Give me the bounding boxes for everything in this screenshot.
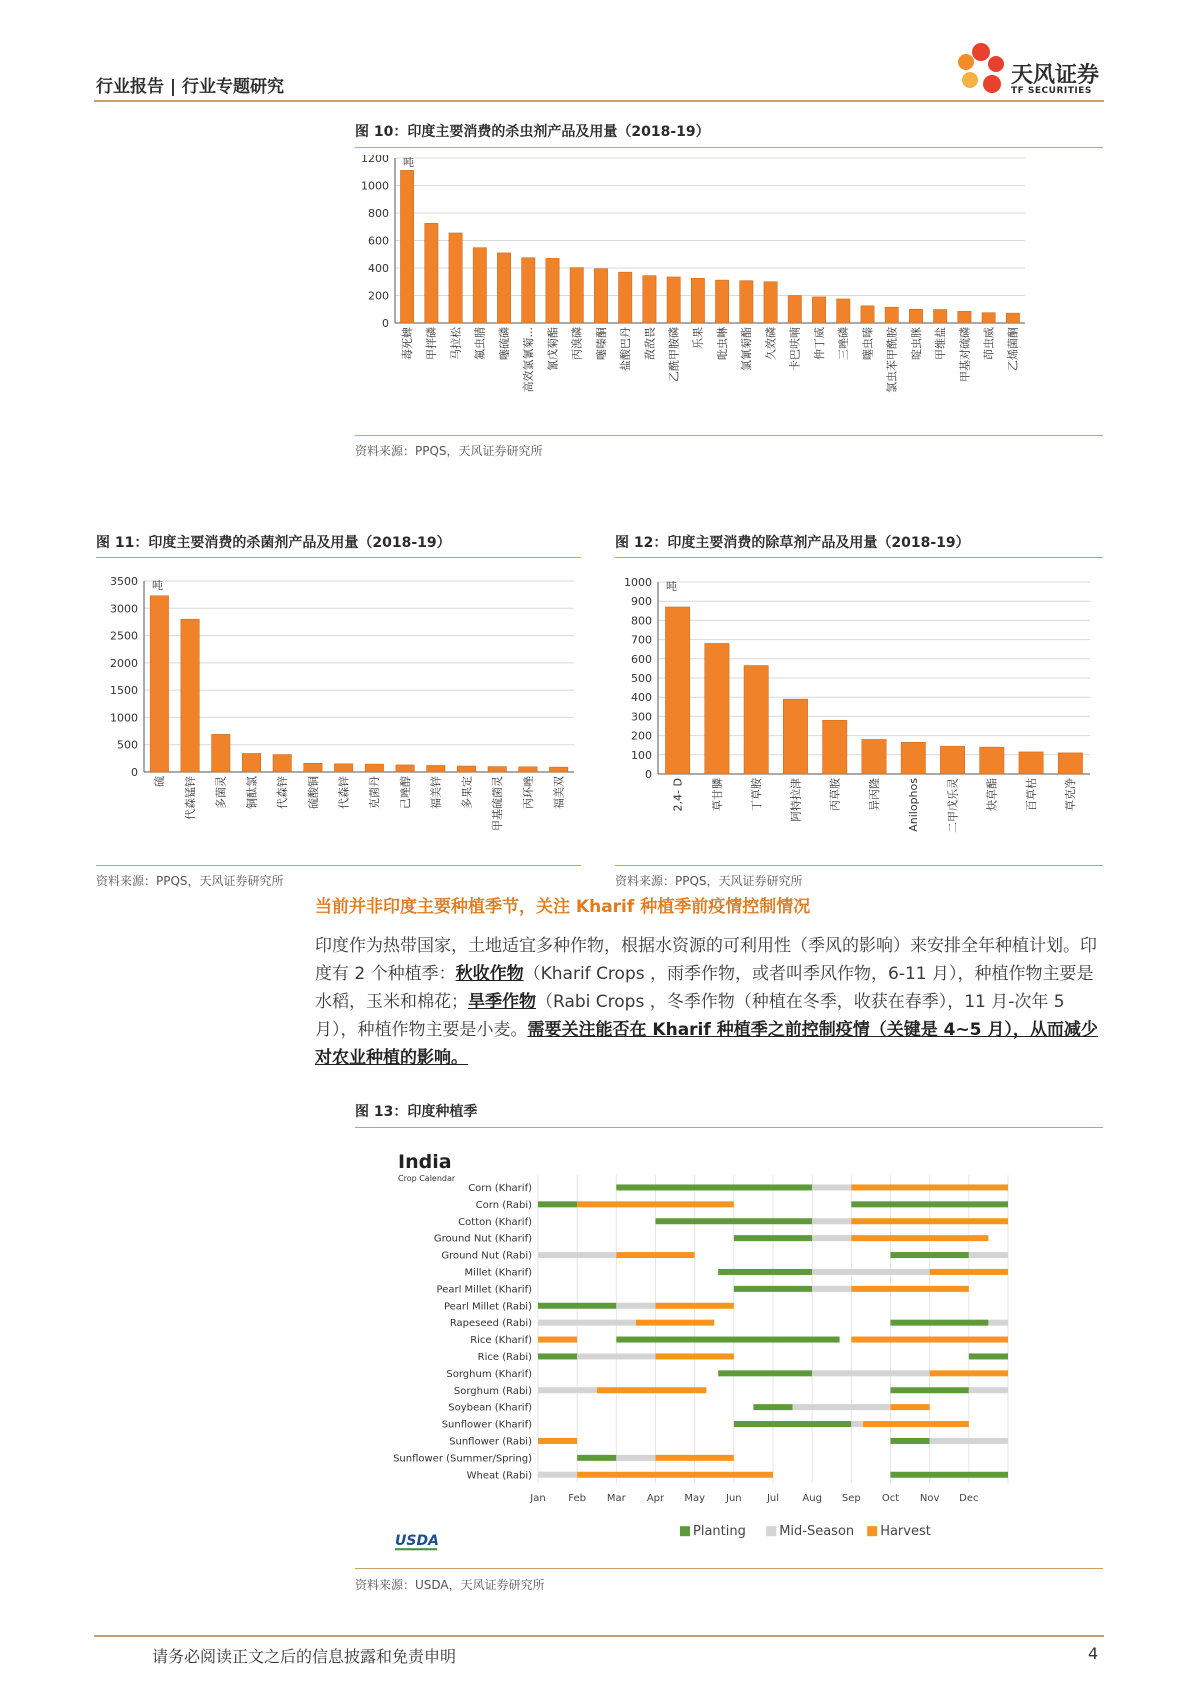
- figure-10-top-rule: [355, 147, 1103, 148]
- legend-swatch: [680, 1526, 690, 1536]
- x-tick-label: 代森锌: [276, 776, 290, 809]
- kharif-label: 秋收作物: [455, 964, 524, 984]
- x-tick-label: 吡虫啉: [715, 327, 729, 360]
- x-tick-label: 噻硫磷: [497, 327, 511, 360]
- bar-9: [427, 765, 445, 772]
- bar-8: [594, 269, 607, 323]
- crop-segment: [812, 1269, 930, 1275]
- month-label: Dec: [959, 1493, 979, 1505]
- bar-23: [958, 311, 971, 323]
- crop-segment: [891, 1320, 989, 1326]
- crop-segment: [851, 1286, 969, 1292]
- footer-rule: [94, 1635, 1104, 1637]
- x-tick-label: 己唑醇: [398, 776, 412, 809]
- bar-2: [744, 666, 768, 774]
- bar-7: [365, 764, 383, 772]
- crop-segment: [891, 1404, 930, 1410]
- crop-segment: [656, 1303, 734, 1309]
- bar-17: [812, 297, 825, 323]
- x-tick-label: 克菌丹: [368, 776, 382, 809]
- para-part-2: （Kharif Crops ，雨季作物，或者叫季风作物，6-11 月），种植作物主要是水稻，玉米和棉花；: [315, 964, 1094, 1012]
- crop-segment: [577, 1472, 773, 1478]
- bar-9: [1019, 752, 1043, 774]
- month-label: Nov: [919, 1493, 940, 1505]
- bar-18: [837, 299, 850, 323]
- month-label: Jan: [530, 1493, 546, 1505]
- crop-segment: [597, 1387, 707, 1393]
- crop-segment: [656, 1455, 734, 1461]
- crop-segment: [891, 1472, 1009, 1478]
- x-tick-label: 三唑磷: [837, 327, 851, 360]
- crop-label: Ground Nut (Rabi): [441, 1250, 532, 1262]
- x-tick-label: 甲基对硫磷: [958, 327, 972, 382]
- y-tick-label: 0: [382, 317, 389, 330]
- crop-segment: [538, 1387, 597, 1393]
- x-tick-label: 氟虫腈: [473, 327, 487, 360]
- crop-segment: [812, 1370, 930, 1376]
- bar-4: [823, 720, 847, 774]
- y-tick-label: 100: [631, 748, 652, 762]
- x-tick-label: 丁草胺: [750, 778, 764, 811]
- bar-12: [691, 278, 704, 323]
- x-tick-label: 乙酰甲胺磷: [667, 327, 681, 382]
- crop-segment: [538, 1320, 636, 1326]
- crop-label: Rice (Kharif): [470, 1335, 532, 1347]
- crop-label: Ground Nut (Kharif): [433, 1233, 532, 1245]
- logo-name: 天风证券: [1011, 63, 1100, 88]
- x-tick-label: 高效氯氰菊...: [522, 327, 536, 393]
- unit-label: 吨: [403, 156, 414, 169]
- x-tick-label: 氰戊菊酯: [546, 327, 560, 371]
- bar-8: [396, 765, 414, 772]
- bar-12: [519, 767, 537, 772]
- crop-segment: [734, 1421, 852, 1427]
- bar-3: [473, 248, 486, 323]
- month-label: Jul: [766, 1493, 780, 1505]
- crop-segment: [753, 1404, 792, 1410]
- para-part-1: 印度作为热带国家，土地适宜多种作物，根据水资源的可利用性（季风的影响）来安排全年种植计划。印度有 2 个种植季：: [315, 936, 1097, 984]
- figure-13-title: 图 13：印度种植季: [355, 1104, 478, 1120]
- crop-label: Cotton (Kharif): [458, 1216, 532, 1228]
- month-label: Feb: [568, 1493, 587, 1505]
- bar-3: [242, 753, 260, 772]
- calendar-subtitle: Crop Calendar: [398, 1174, 456, 1183]
- month-label: Apr: [646, 1493, 665, 1505]
- month-label: Aug: [802, 1493, 822, 1505]
- figure-13-source: 资料来源：USDA，天风证券研究所: [355, 1578, 545, 1592]
- figure-10-title: 图 10：印度主要消费的杀虫剂产品及用量（2018-19）: [355, 124, 710, 140]
- bar-0: [150, 596, 168, 772]
- y-tick-label: 400: [368, 262, 389, 275]
- y-tick-label: 200: [631, 729, 652, 743]
- x-tick-label: 多菌灵: [214, 776, 228, 809]
- x-tick-label: 氯氰菊酯: [740, 327, 754, 371]
- figure-11-title: 图 11：印度主要消费的杀菌剂产品及用量（2018-19）: [96, 535, 451, 551]
- crop-segment: [988, 1320, 1008, 1326]
- x-tick-label: 仲丁威: [812, 327, 826, 360]
- x-tick-label: 草甘膦: [710, 778, 724, 811]
- crop-segment: [812, 1286, 851, 1292]
- bar-5: [304, 763, 322, 772]
- crop-segment: [812, 1218, 851, 1224]
- x-tick-label: 毒死蜱: [400, 327, 414, 360]
- month-label: Sep: [841, 1493, 861, 1505]
- calendar-title: India: [398, 1151, 452, 1173]
- bar-7: [570, 268, 583, 323]
- y-tick-label: 600: [368, 234, 389, 248]
- crop-segment: [851, 1235, 988, 1241]
- figure-12-top-rule: [615, 557, 1103, 558]
- bar-4: [273, 755, 291, 772]
- usda-logo: USDA: [395, 1533, 439, 1550]
- bar-10: [1058, 753, 1082, 774]
- bar-6: [546, 258, 559, 323]
- crop-segment: [538, 1337, 577, 1343]
- x-tick-label: 敌敌畏: [643, 327, 657, 360]
- crop-segment: [969, 1353, 1008, 1359]
- bar-13: [549, 767, 567, 772]
- bar-19: [861, 306, 874, 323]
- x-tick-label: 二甲戊乐灵: [946, 778, 960, 833]
- y-tick-label: 1000: [624, 576, 652, 589]
- bar-5: [522, 258, 535, 323]
- crop-segment: [863, 1421, 969, 1427]
- figure-10-bottom-rule: [355, 435, 1103, 436]
- crop-segment: [812, 1184, 851, 1190]
- crop-segment: [734, 1286, 812, 1292]
- crop-label: Corn (Rabi): [475, 1199, 532, 1211]
- crop-segment: [636, 1320, 714, 1326]
- x-tick-label: 丙环唑: [521, 776, 535, 809]
- bar-1: [425, 223, 438, 323]
- crop-segment: [930, 1370, 1008, 1376]
- bar-11: [667, 277, 680, 323]
- x-tick-label: 噻嗪酮: [594, 327, 608, 360]
- crop-segment: [891, 1387, 969, 1393]
- y-tick-label: 3500: [110, 575, 138, 588]
- y-tick-label: 2500: [110, 629, 138, 643]
- bar-13: [715, 280, 728, 323]
- x-tick-label: 甲基硫菌灵: [491, 776, 505, 831]
- legend-label: Mid-Season: [779, 1524, 855, 1540]
- x-tick-label: 氯虫苯甲酰胺: [885, 327, 899, 393]
- x-tick-label: 铜酞氯: [245, 776, 259, 809]
- bar-3: [783, 699, 807, 774]
- y-tick-label: 800: [368, 207, 389, 220]
- x-tick-label: 多果定: [460, 776, 474, 809]
- bar-10: [457, 766, 475, 772]
- crop-label: Sunflower (Kharif): [441, 1419, 532, 1431]
- y-tick-label: 1000: [361, 179, 389, 193]
- crop-segment: [851, 1184, 1008, 1190]
- crop-segment: [538, 1252, 616, 1258]
- month-label: Mar: [606, 1493, 626, 1505]
- crop-label: Sorghum (Rabi): [453, 1385, 532, 1397]
- crop-segment: [577, 1353, 655, 1359]
- x-tick-label: 噻虫嗪: [861, 327, 875, 360]
- rabi-label: 旱季作物: [468, 992, 536, 1012]
- bar-0: [400, 170, 413, 323]
- y-tick-label: 400: [631, 691, 652, 705]
- crop-segment: [851, 1421, 863, 1427]
- x-tick-label: 乙烯菌酮: [1006, 327, 1020, 371]
- figure-11-bottom-rule: [96, 865, 581, 866]
- crop-segment: [812, 1235, 851, 1241]
- x-tick-label: 2,4- D: [671, 778, 685, 812]
- figure-12-title: 图 12：印度主要消费的除草剂产品及用量（2018-19）: [615, 535, 970, 551]
- crop-segment: [538, 1472, 577, 1478]
- crop-label: Sorghum (Kharif): [446, 1368, 532, 1380]
- bar-8: [980, 747, 1004, 774]
- x-tick-label: 阿特拉津: [789, 778, 803, 822]
- figure-13-top-rule: [355, 1127, 1103, 1128]
- crop-segment: [930, 1269, 1008, 1275]
- x-tick-label: 久效磷: [764, 327, 778, 360]
- bar-2: [449, 233, 462, 323]
- crop-segment: [930, 1438, 1008, 1444]
- section-heading: 当前并非印度主要种植季节，关注 Kharif 种植季前疫情控制情况: [315, 897, 811, 917]
- crop-label: Pearl Millet (Rabi): [443, 1301, 532, 1313]
- y-tick-label: 500: [631, 672, 652, 685]
- crop-segment: [538, 1303, 616, 1309]
- figure-11-source: 资料来源：PPQS，天风证券研究所: [96, 874, 284, 888]
- crop-calendar-chart: [355, 1135, 1103, 1565]
- crop-segment: [656, 1353, 734, 1359]
- crop-segment: [538, 1353, 577, 1359]
- crop-segment: [969, 1387, 1008, 1393]
- x-tick-label: 异丙隆: [867, 778, 881, 811]
- x-tick-label: 福美锌: [429, 776, 443, 809]
- bar-6: [901, 742, 925, 774]
- crop-segment: [793, 1404, 891, 1410]
- header-rule: [94, 100, 1104, 102]
- x-tick-label: 硫: [153, 776, 167, 787]
- crop-segment: [718, 1370, 812, 1376]
- crop-segment: [734, 1235, 812, 1241]
- x-tick-label: 丙溴磷: [570, 327, 584, 360]
- figure-11-top-rule: [96, 557, 581, 558]
- bar-2: [212, 734, 230, 772]
- crop-label: Corn (Kharif): [468, 1182, 532, 1194]
- x-tick-label: 代森锌: [337, 776, 351, 809]
- crop-label: Sunflower (Summer/Spring): [393, 1453, 532, 1465]
- bar-6: [334, 764, 352, 772]
- month-label: Jun: [726, 1493, 742, 1505]
- crop-segment: [577, 1455, 616, 1461]
- crop-segment: [969, 1252, 1008, 1258]
- unit-label: 吨: [666, 580, 677, 593]
- y-tick-label: 900: [631, 595, 652, 609]
- crop-segment: [577, 1201, 734, 1207]
- y-tick-label: 300: [631, 710, 652, 724]
- crop-segment: [538, 1438, 577, 1444]
- y-tick-label: 0: [645, 768, 652, 781]
- x-tick-label: 盐酸巴丹: [619, 327, 633, 371]
- bar-10: [643, 276, 656, 323]
- x-tick-label: 丙草胺: [828, 778, 842, 811]
- unit-label: 吨: [152, 579, 163, 592]
- figure-12-bottom-rule: [615, 865, 1103, 866]
- bar-16: [788, 296, 801, 324]
- x-tick-label: 代森锰锌: [183, 776, 197, 820]
- crop-label: Wheat (Rabi): [466, 1470, 532, 1482]
- bar-24: [982, 313, 995, 323]
- legend-swatch: [766, 1526, 776, 1536]
- bar-22: [934, 310, 947, 323]
- crop-label: Rapeseed (Rabi): [449, 1318, 532, 1330]
- bar-1: [181, 619, 199, 772]
- crop-segment: [616, 1252, 694, 1258]
- x-tick-label: 福美双: [552, 776, 566, 809]
- herbicide-bar-chart: [615, 565, 1103, 850]
- bar-1: [705, 643, 729, 774]
- bar-7: [940, 746, 964, 774]
- x-tick-label: 乐果: [691, 327, 705, 349]
- legend-label: Harvest: [880, 1524, 931, 1540]
- y-tick-label: 3000: [110, 602, 138, 616]
- y-tick-label: 1500: [110, 684, 138, 698]
- section-paragraph: [315, 932, 1101, 1072]
- report-type-header: 行业报告 | 行业专题研究: [96, 77, 285, 97]
- x-tick-label: 马拉松: [449, 327, 463, 360]
- x-tick-label: 啶虫脒: [909, 327, 923, 360]
- x-tick-label: 硫酸铜: [306, 776, 320, 809]
- bar-25: [1006, 313, 1019, 323]
- page-number: 4: [1088, 1644, 1099, 1663]
- figure-13-bottom-rule: [355, 1568, 1103, 1569]
- bar-9: [619, 272, 632, 323]
- x-tick-label: 甲拌磷: [425, 327, 439, 360]
- x-tick-label: 甲维盐: [934, 327, 948, 360]
- crop-label: Millet (Kharif): [464, 1267, 532, 1279]
- y-tick-label: 500: [117, 738, 138, 752]
- bar-14: [740, 281, 753, 323]
- bar-20: [885, 307, 898, 323]
- y-tick-label: 200: [368, 289, 389, 303]
- y-tick-label: 800: [631, 614, 652, 628]
- y-tick-label: 700: [631, 633, 652, 647]
- logo-subtitle: TF SECURITIES: [1011, 86, 1092, 96]
- y-tick-label: 1000: [110, 711, 138, 725]
- crop-segment: [851, 1201, 1008, 1207]
- x-tick-label: 炔草酯: [985, 778, 999, 811]
- insecticide-bar-chart: [355, 155, 1103, 425]
- crop-segment: [851, 1337, 1008, 1343]
- crop-segment: [851, 1218, 1008, 1224]
- bar-0: [665, 607, 689, 774]
- legend-label: Planting: [693, 1524, 746, 1540]
- y-tick-label: 2000: [110, 656, 138, 670]
- emphasis-text: 需要关注能否在 Kharif 种植季之前控制疫情（关键是 4~5 月），从而减少对农业种植的影响。: [315, 1020, 1098, 1068]
- y-tick-label: 600: [631, 652, 652, 666]
- x-tick-label: Anilophos: [907, 778, 921, 832]
- crop-segment: [616, 1184, 812, 1190]
- bar-15: [764, 282, 777, 323]
- figure-10-source: 资料来源：PPQS，天风证券研究所: [355, 444, 543, 458]
- month-label: Oct: [881, 1493, 900, 1505]
- crop-segment: [616, 1303, 655, 1309]
- fungicide-bar-chart: [96, 565, 581, 850]
- crop-segment: [616, 1455, 655, 1461]
- bar-5: [862, 739, 886, 774]
- x-tick-label: 卡巴呋喃: [788, 327, 802, 371]
- figure-12-source: 资料来源：PPQS，天风证券研究所: [615, 874, 803, 888]
- crop-segment: [656, 1218, 813, 1224]
- crop-segment: [616, 1337, 839, 1343]
- month-label: May: [684, 1493, 706, 1505]
- crop-segment: [891, 1252, 969, 1258]
- bar-4: [497, 253, 510, 323]
- para-part-3: （Rabi Crops ，冬季作物（种植在冬季，收获在春季），11 月-次年 5 月），种植作物主要是小麦。: [315, 992, 1065, 1040]
- y-tick-label: 1200: [361, 155, 389, 165]
- bar-11: [488, 767, 506, 772]
- legend-swatch: [867, 1526, 877, 1536]
- crop-segment: [718, 1269, 812, 1275]
- crop-label: Rice (Rabi): [477, 1351, 532, 1363]
- footer-disclaimer: 请务必阅读正文之后的信息披露和免责申明: [152, 1647, 457, 1666]
- tf-logo-icon: [948, 40, 1010, 102]
- bar-21: [909, 309, 922, 323]
- crop-label: Soybean (Kharif): [448, 1402, 532, 1414]
- x-tick-label: 草克净: [1064, 778, 1078, 811]
- crop-segment: [538, 1201, 577, 1207]
- x-tick-label: 百草枯: [1024, 778, 1038, 811]
- crop-label: Pearl Millet (Kharif): [436, 1284, 532, 1296]
- y-tick-label: 0: [131, 766, 138, 779]
- crop-label: Sunflower (Rabi): [449, 1436, 532, 1448]
- crop-segment: [891, 1438, 930, 1444]
- x-tick-label: 茚虫威: [982, 327, 996, 360]
